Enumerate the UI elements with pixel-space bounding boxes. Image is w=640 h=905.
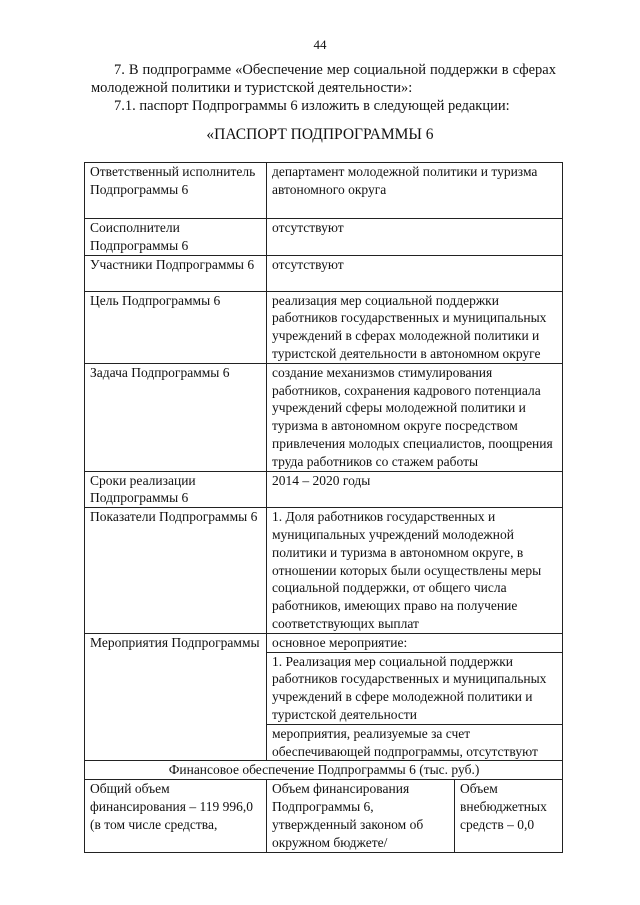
- table-row: [85, 363, 563, 471]
- row-value-responsible: департамент молодежной политики и туризма автономного округа: [267, 163, 563, 219]
- table-row: [85, 471, 563, 508]
- row-label-responsible: Ответственный исполнитель Подпрограммы 6: [85, 163, 267, 219]
- row-label-co-executors: Соисполнители Подпрограммы 6: [85, 219, 267, 256]
- row-label-indicators: Показатели Подпрограммы 6: [85, 508, 267, 634]
- table-row: [85, 508, 563, 634]
- row-value-activities-note: мероприятия, реализуемые за счет обеспечивающей подпрограммы, отсутствуют: [267, 724, 563, 761]
- row-label-activities: Мероприятия Подпрограммы: [85, 633, 267, 761]
- row-label-task: Задача Подпрограммы 6: [85, 363, 267, 471]
- finance-extrabudget: Объем внебюджетных средств – 0,0: [455, 780, 563, 852]
- table-row: [85, 219, 563, 256]
- row-value-participants: отсутствуют: [267, 255, 563, 291]
- row-value-indicators: 1. Доля работников государственных и муниципальных учреждений молодежной политики и туризма в автономном округе, в отношении которых были осуществлены меры социальной поддержки, от общего числа работников, имеющих право на получение соответствующих выплат: [267, 508, 563, 634]
- table-row: [85, 255, 563, 291]
- row-label-timeframe: Сроки реализации Подпрограммы 6: [85, 471, 267, 508]
- finance-header: Финансовое обеспечение Подпрограммы 6 (тыс. руб.): [85, 761, 563, 780]
- row-value-goal: реализация мер социальной поддержки работников государственных и муниципальных учреждений в сферах молодежной политики и туристской деятельности в автономном округе: [267, 291, 563, 363]
- row-value-co-executors: отсутствуют: [267, 219, 563, 256]
- table-row: [85, 163, 563, 219]
- row-label-participants: Участники Подпрограммы 6: [85, 255, 267, 291]
- finance-total: Общий объем финансирования – 119 996,0 (в том числе средства,: [85, 780, 267, 852]
- row-value-timeframe: 2014 – 2020 годы: [267, 471, 563, 508]
- row-label-goal: Цель Подпрограммы 6: [85, 291, 267, 363]
- page-number: 44: [313, 37, 327, 52]
- table-row: [85, 761, 563, 780]
- finance-law: Объем финансирования Подпрограммы 6, утвержденный законом об окружном бюджете/: [267, 780, 455, 852]
- intro-paragraph-1: 7. В подпрограмме «Обеспечение мер социальной поддержки в сферах молодежной политики и туристской деятельности»:: [91, 62, 556, 96]
- row-value-activities-item: 1. Реализация мер социальной поддержки работников государственных и муниципальных учреждений в сфере молодежной политики и туристской деятельности: [267, 652, 563, 724]
- table-row: [85, 633, 563, 652]
- table-row: [85, 780, 563, 852]
- row-value-task: создание механизмов стимулирования работников, сохранения кадрового потенциала учреждений сферы молодежной политики и туризма в автономном округе посредством привлечения молодых специалистов, поощрения труда работников со стажем работы: [267, 363, 563, 471]
- passport-table: [84, 162, 563, 853]
- row-value-activities-main: основное мероприятие:: [267, 633, 563, 652]
- passport-heading: «ПАСПОРТ ПОДПРОГРАММЫ 6: [206, 126, 434, 143]
- intro-paragraph-2: 7.1. паспорт Подпрограммы 6 изложить в следующей редакции:: [114, 98, 510, 114]
- table-row: [85, 291, 563, 363]
